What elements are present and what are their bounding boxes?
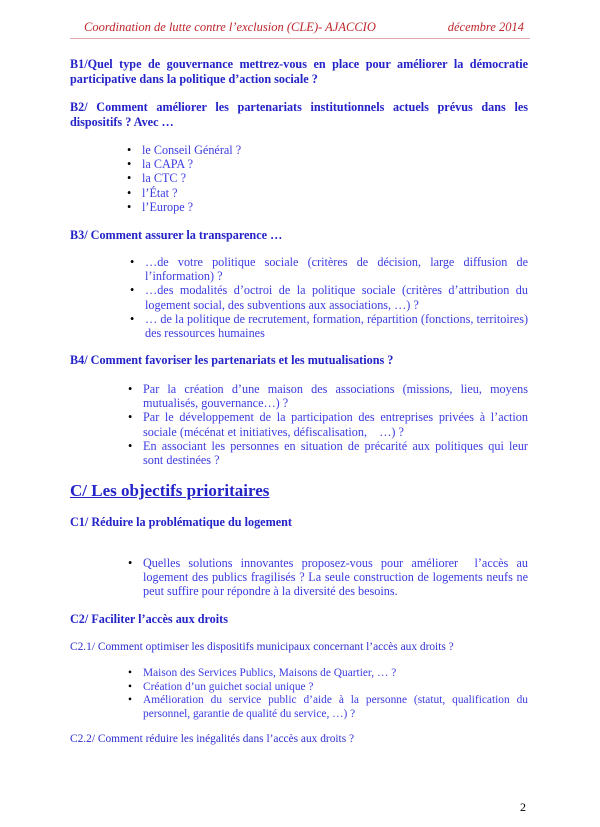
bullet-icon: •	[128, 382, 133, 396]
question-c2-2: C2.2/ Comment réduire les inégalités dans l’accès aux droits ?	[70, 733, 355, 745]
bullet-icon: •	[128, 556, 133, 570]
bullet-icon: •	[128, 410, 133, 425]
bullet-icon: •	[128, 694, 132, 706]
list-item: • Maison des Services Publics, Maisons de Quartier, … ?	[128, 667, 397, 679]
list-item: • la CAPA ?	[127, 157, 194, 172]
list-item: • Par la création d’une maison des associations (missions, lieu, moyens mutualisés, gouvernance…) ?	[128, 382, 528, 411]
page-header	[70, 20, 530, 39]
list-c1	[128, 556, 528, 599]
question-b3: B3/ Comment assurer la transparence …	[70, 228, 283, 242]
list-item: • l’État ?	[127, 185, 178, 200]
header-title: Coordination de lutte contre l’exclusion (CLE)- AJACCIO	[84, 20, 376, 34]
list-b4	[128, 382, 528, 467]
list-item: • En associant les personnes en situation de précarité aux politiques qui leur sont destinées ?	[128, 438, 528, 468]
list-item: • Par le développement de la participation des entreprises privées à l’action sociale (mécénat et initiatives, défiscalisation, …) ?	[128, 410, 528, 439]
list-item: • l’Europe ?	[127, 199, 194, 214]
list-item: • Création d’un guichet social unique ?	[128, 680, 314, 693]
list-b2	[127, 143, 427, 214]
bullet-icon: •	[127, 171, 132, 186]
list-c2-1	[128, 667, 528, 721]
bullet-icon: •	[130, 283, 135, 298]
question-b1: B1/Quel type de gouvernance mettrez-vous en place pour améliorer la démocratie participative dans la politique d’action sociale ?	[70, 57, 528, 86]
bullet-icon: •	[127, 143, 132, 157]
question-b4: B4/ Comment favoriser les partenariats et les mutualisations ?	[70, 353, 394, 367]
list-item: • … de la politique de recrutement, formation, répartition (fonctions, territoires) des ressources humaines	[130, 311, 528, 341]
list-item: • …de votre politique sociale (critères de décision, large diffusion de l’information) ?	[130, 255, 528, 284]
bullet-icon: •	[127, 199, 132, 214]
bullet-icon: •	[127, 185, 132, 200]
list-item: • le Conseil Général ?	[127, 143, 242, 157]
question-c2: C2/ Faciliter l’accès aux droits	[70, 612, 228, 626]
bullet-icon: •	[130, 311, 135, 326]
bullet-icon: •	[128, 667, 132, 679]
bullet-icon: •	[127, 157, 132, 172]
bullet-icon: •	[130, 255, 135, 269]
question-b2: B2/ Comment améliorer les partenariats institutionnels actuels prévus dans les dispositifs ? Avec …	[70, 100, 528, 129]
section-title-c: C/ Les objectifs prioritaires	[70, 481, 270, 500]
bullet-icon: •	[128, 680, 132, 693]
list-item: • Amélioration du service public d’aide à la personne (statut, qualification du personnel, garantie de qualité du service, …) ?	[128, 694, 528, 720]
list-item: • Quelles solutions innovantes proposez-vous pour améliorer l’accès au logement des publics fragilisés ? La seule construction de logements neufs ne peut suffire pour répondre à la diversité des besoins.	[128, 556, 528, 599]
header-date: décembre 2014	[447, 20, 524, 34]
page-number: 2	[520, 800, 526, 814]
list-item: • la CTC ?	[127, 171, 187, 186]
question-c1: C1/ Réduire la problématique du logement	[70, 515, 292, 529]
list-item: • …des modalités d’octroi de la politique sociale (critères d’attribution du logement social, des subventions aux associations, …) ?	[130, 283, 528, 312]
list-b3	[130, 255, 528, 340]
bullet-icon: •	[128, 438, 133, 453]
question-c2-1: C2.1/ Comment optimiser les dispositifs municipaux concernant l’accès aux droits ?	[70, 641, 454, 653]
